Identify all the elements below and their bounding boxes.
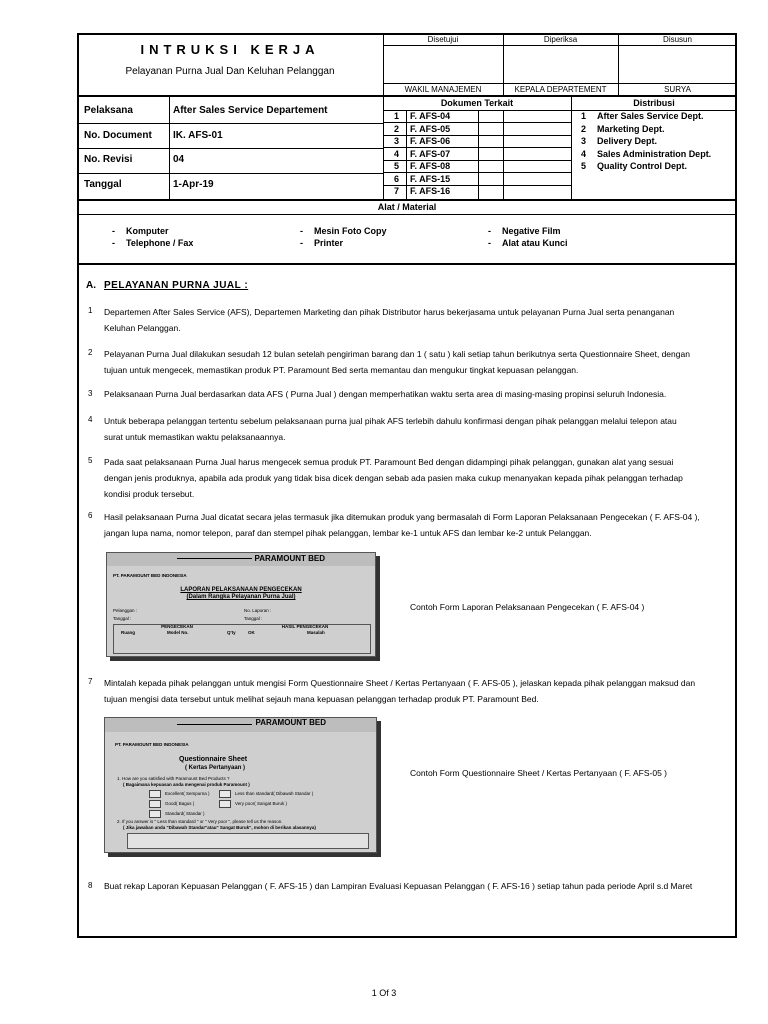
divider — [77, 95, 737, 97]
divider — [77, 148, 383, 149]
paragraph-number: 8 — [88, 881, 93, 890]
dist-number: 4 — [581, 149, 587, 159]
option: Less than standard( Dibawah Standar ) — [235, 791, 314, 796]
paragraph-line: kondisi produk tersebut. — [104, 489, 195, 499]
checkbox — [219, 790, 231, 798]
form-afs04-thumbnail — [106, 552, 376, 657]
form-field: No. Laporan : — [244, 608, 272, 613]
paragraph-number: 1 — [88, 306, 93, 315]
material-item: Negative Film — [502, 226, 561, 236]
company-name: PT. PARAMOUNT BED INDONESIA — [113, 573, 187, 578]
section-letter: A. — [86, 280, 96, 291]
form-subtitle: (Dalam Rangka Pelayanan Purna Jual) — [186, 594, 296, 600]
paragraph-number: 7 — [88, 677, 93, 686]
divider — [383, 172, 571, 173]
paragraph-number: 4 — [88, 415, 93, 424]
material-bullet: - — [488, 238, 491, 248]
option: Excellent( Sempurna ) — [165, 791, 210, 796]
divider — [77, 263, 737, 265]
paragraph-number: 6 — [88, 511, 93, 520]
dist-number: 1 — [581, 111, 587, 121]
option: Good( Bagus ) — [165, 801, 195, 806]
paragraph-line: Buat rekap Laporan Kepuasan Pelanggan ( F. AFS-15 ) dan Lampiran Evaluasi Kepuasan Pelanggan ( F. AFS-16 ) setiap tahun pada periode April s.d Maret — [104, 881, 693, 891]
form-subtitle: ( Kertas Pertanyaan ) — [185, 765, 246, 771]
form-group-header: PENGECEKAN — [161, 624, 193, 629]
paragraph-line: Keluhan Pelanggan. — [104, 323, 181, 333]
form-afs05-thumbnail — [104, 717, 377, 853]
dist-name: Delivery Dept. — [597, 136, 658, 146]
doc-number: 6 — [394, 174, 400, 184]
divider — [77, 123, 383, 124]
info-label-pelaksana: Pelaksana — [84, 105, 133, 116]
form-title: Questionnaire Sheet — [179, 756, 248, 763]
form-col: Q'ty — [227, 630, 236, 635]
paragraph-line: Untuk beberapa pelanggan tertentu sebelum pelaksanaan purna jual pihak AFS terlebih dahulu konfirmasi dengan pihak pelanggan melalui telepon atau — [104, 416, 677, 426]
divider — [77, 173, 383, 174]
answer-box — [127, 833, 369, 849]
page-number: 1 Of 3 — [371, 988, 397, 998]
material-item: Komputer — [126, 226, 169, 236]
paragraph-number: 5 — [88, 456, 93, 465]
doc-code: F. AFS-07 — [410, 149, 451, 159]
divider — [383, 97, 384, 199]
material-item: Alat atau Kunci — [502, 238, 568, 248]
material-bullet: - — [488, 226, 491, 236]
doc-number: 4 — [394, 149, 400, 159]
paragraph-line: tujuan untuk mengecek, memastikan produk PT. Paramount Bed serta memantau dan mengukur tingkat kepuasan pelanggan. — [104, 365, 579, 375]
checkbox — [149, 790, 161, 798]
divider — [77, 214, 737, 215]
paragraph — [104, 454, 716, 502]
divider — [383, 122, 571, 123]
divider — [571, 97, 572, 199]
paragraph — [104, 413, 716, 445]
doc-number: 1 — [394, 111, 400, 121]
info-label-tanggal: Tanggal — [84, 179, 122, 190]
form-field: Tanggal : — [244, 616, 263, 621]
form-group-header: HASIL PENGECEKAN — [281, 624, 329, 629]
option: Standard( Standar ) — [165, 811, 205, 816]
dist-name: Quality Control Dept. — [597, 161, 687, 171]
form-col: Masalah — [307, 630, 325, 635]
dist-number: 2 — [581, 124, 587, 134]
caption-afs05: Contoh Form Questionnaire Sheet / Kertas Pertanyaan ( F. AFS-05 ) — [410, 768, 668, 778]
option: Very poor( Sangat Buruk ) — [235, 801, 288, 806]
approval-role: KEPALA DEPARTEMENT — [514, 85, 607, 94]
info-value-document: IK. AFS-01 — [173, 130, 223, 141]
approval-role: WAKIL MANAJEMEN — [404, 85, 482, 94]
paragraph-line: Departemen After Sales Service (AFS), Departemen Marketing dan pihak Distributor harus bekerjasama untuk pelayanan Purna Jual serta penanganan — [104, 307, 675, 317]
material-bullet: - — [300, 238, 303, 248]
paragraph-line: tujuan mengisi data tersebut untuk melihat sejauh mana kepuasan pelanggan terhadap produk PT. Paramount Bed. — [104, 694, 539, 704]
doc-number: 5 — [394, 161, 400, 171]
doc-title: INTRUKSI KERJA — [140, 42, 320, 57]
related-docs-title: Dokumen Terkait — [440, 98, 514, 108]
material-bullet: - — [112, 226, 115, 236]
doc-code: F. AFS-05 — [410, 124, 451, 134]
caption-afs04: Contoh Form Laporan Pelaksanaan Pengecekan ( F. AFS-04 ) — [410, 602, 645, 612]
divider — [77, 199, 737, 201]
paragraph — [104, 386, 716, 402]
question: 2. If you answer is " Less than standard " or " Very poor ", please tell us the reason. — [117, 819, 283, 824]
paragraph — [104, 304, 716, 336]
distribution-title: Distribusi — [633, 98, 675, 108]
materials-title: Alat / Material — [377, 202, 437, 212]
question: 1. How are you satisfied with Paramount Bed Products ? — [117, 776, 230, 781]
paragraph-line: dengan jenis produknya, apabila ada produk yang tidak bisa dicek dengan sebab ada pasien maka cukup menanyakan kepada pihak pelanggan terhadap — [104, 473, 683, 483]
paragraph-line: surat untuk memastikan waktu pelaksanaannya. — [104, 432, 286, 442]
paragraph — [104, 509, 716, 541]
paragraph-line: Hasil pelaksanaan Purna Jual dicatat secara jelas termasuk jika ditemukan produk yang bermasalah di Form Laporan Pelaksanaan Pengecekan ( F. AFS-04 ), — [104, 512, 700, 522]
dist-name: After Sales Service Dept. — [597, 111, 704, 121]
doc-code: F. AFS-15 — [410, 174, 451, 184]
info-value-revisi: 04 — [173, 154, 185, 165]
dist-name: Marketing Dept. — [597, 124, 665, 134]
doc-code: F. AFS-08 — [410, 161, 451, 171]
approval-label: Disetujui — [427, 35, 459, 44]
form-col: Model No. — [167, 630, 189, 635]
checkbox — [219, 800, 231, 808]
doc-code: F. AFS-16 — [410, 186, 451, 196]
form-col: OK — [248, 630, 255, 635]
dist-number: 3 — [581, 136, 587, 146]
material-item: Printer — [314, 238, 344, 248]
doc-number: 2 — [394, 124, 400, 134]
section-title: PELAYANAN PURNA JUAL : — [104, 280, 249, 291]
form-field: Pelanggan : — [113, 608, 138, 613]
divider — [383, 147, 571, 148]
material-bullet: - — [300, 226, 303, 236]
material-item: Mesin Foto Copy — [314, 226, 387, 236]
divider — [383, 45, 737, 46]
doc-number: 3 — [394, 136, 400, 146]
question: ( Jika jawaban anda "Dibawah Standar"atau" Sangat Buruk", mohon di berikan alasannya) — [123, 825, 316, 830]
divider — [383, 83, 737, 84]
doc-code: F. AFS-06 — [410, 136, 451, 146]
material-bullet: - — [112, 238, 115, 248]
checkbox — [149, 810, 161, 818]
brand-name: PARAMOUNT BED — [254, 554, 325, 563]
paragraph — [104, 675, 716, 707]
material-item: Telephone / Fax — [126, 238, 194, 248]
info-value-tanggal: 1-Apr-19 — [173, 179, 214, 190]
brand-name: PARAMOUNT BED — [255, 718, 326, 727]
paragraph-number: 2 — [88, 348, 93, 357]
checkbox — [149, 800, 161, 808]
info-label-revisi: No. Revisi — [84, 154, 133, 165]
company-name: PT. PARAMOUNT BED INDONESIA — [115, 742, 189, 747]
paragraph — [104, 346, 716, 378]
dist-number: 5 — [581, 161, 587, 171]
approval-role: SURYA — [664, 85, 691, 94]
form-field: Tanggal : — [113, 616, 132, 621]
doc-subtitle: Pelayanan Purna Jual Dan Keluhan Pelanggan — [125, 66, 335, 77]
info-value-pelaksana: After Sales Service Departement — [173, 105, 328, 116]
question: ( Bagaimana kepuasan anda mengenai produk Paramount ) — [123, 782, 250, 787]
paragraph — [104, 878, 716, 894]
dist-name: Sales Administration Dept. — [597, 149, 712, 159]
paragraph-line: Pada saat pelaksanaan Purna Jual harus mengecek semua produk PT. Paramount Bed dengan didampingi pihak pelanggan, gunakan alat yang sesuai — [104, 457, 674, 467]
paragraph-line: Pelaksanaan Purna Jual berdasarkan data AFS ( Purna Jual ) dengan memperhatikan waktu serta area di masing-masing propinsi seluruh Indonesia. — [104, 389, 667, 399]
paragraph-number: 3 — [88, 389, 93, 398]
form-col: Ruang — [121, 630, 135, 635]
paragraph-line: Mintalah kepada pihak pelanggan untuk mengisi Form Questionnaire Sheet / Kertas Pertanyaan ( F. AFS-05 ), jelaskan kepada pihak pelanggan maksud dan — [104, 678, 696, 688]
paragraph-line: jangan lupa nama, nomor telepon, paraf dan stempel pihak pelanggan, lembar ke-1 untuk AFS dan lembar ke-2 untuk Pelanggan. — [104, 528, 592, 538]
info-label-document: No. Document — [84, 130, 152, 141]
approval-label: Disusun — [663, 35, 692, 44]
form-title: LAPORAN PELAKSANAAN PENGECEKAN — [180, 587, 302, 593]
paragraph-line: Pelayanan Purna Jual dilakukan sesudah 12 bulan setelah pengiriman barang dan 1 ( satu ) kali setiap tahun berikutnya serta Questionnaire Sheet, dengan — [104, 349, 690, 359]
approval-label: Diperiksa — [543, 35, 578, 44]
doc-number: 7 — [394, 186, 400, 196]
doc-code: F. AFS-04 — [410, 111, 451, 121]
